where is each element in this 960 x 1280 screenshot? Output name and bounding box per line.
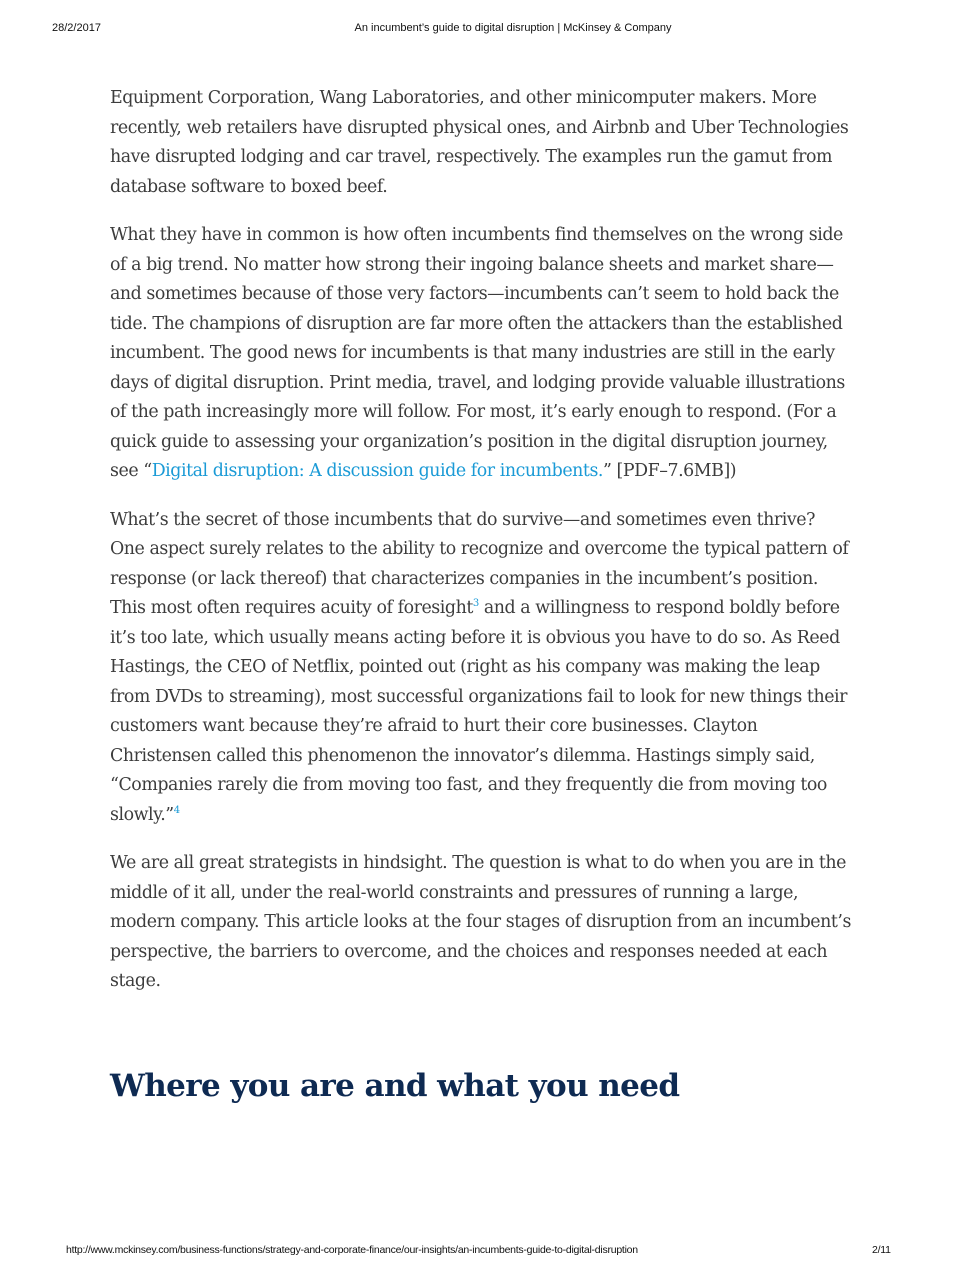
- footnote-3-link[interactable]: 3: [472, 598, 479, 610]
- discussion-guide-link[interactable]: Digital disruption: A discussion guide for incumbents.: [151, 461, 604, 481]
- paragraph-1: Equipment Corporation, Wang Laboratories, and other minicomputer makers. More recently, web retailers have disrupted physical ones, and Airbnb and Uber Technologies have disrupted lodging and car travel, respectively. The examples run the gamut from database software to boxed beef.: [110, 88, 849, 197]
- section-heading: Where you are and what you need: [110, 1068, 680, 1104]
- paragraph-2-text-end: ” [PDF–7.6MB]): [603, 461, 737, 481]
- print-page-title: An incumbent’s guide to digital disruption | McKinsey & Company: [354, 22, 672, 34]
- print-header: [0, 22, 960, 38]
- footnote-4-link[interactable]: 4: [173, 804, 180, 816]
- paragraph-3: [110, 506, 852, 831]
- print-footer: [0, 1244, 960, 1260]
- paragraph-2: [110, 221, 852, 487]
- page-url: http://www.mckinsey.com/business-functions/strategy-and-corporate-finance/our-insights/an-incumbents-guide-to-digital-disruption: [66, 1244, 638, 1256]
- paragraph-4: We are all great strategists in hindsight. The question is what to do when you are in the middle of it all, under the real-world constraints and pressures of running a large, modern company. This article looks at the four stages of disruption from an incumbent’s perspective, the barriers to overcome, and the choices and responses needed at each stage.: [110, 853, 851, 991]
- article-body: [110, 84, 852, 1016]
- print-date: 28/2/2017: [52, 22, 101, 34]
- page-number: 2/11: [872, 1244, 891, 1256]
- paragraph-3-text-middle: and a willingness to respond boldly before it’s too late, which usually means acting before it is obvious you have to do so. As Reed Hastings, the CEO of Netflix, pointed out (right as his company was making the leap from DVDs to streaming), most successful organizations fail to look for new things their customers want because they’re afraid to hurt their core businesses. Clayton Christensen called this phenomenon the innovator’s dilemma. Hastings simply said, “Companies rarely die from moving too fast, and they frequently die from moving too slowly.”: [110, 598, 848, 825]
- paragraph-3-text-start: What’s the secret of those incumbents that do survive—and sometimes even thrive? One aspect surely relates to the ability to recognize and overcome the typical pattern of response (or lack thereof) that characterizes companies in the incumbent’s position. This most often requires acuity of foresight: [110, 509, 849, 618]
- paragraph-2-text-start: What they have in common is how often incumbents find themselves on the wrong side of a big trend. No matter how strong their ingoing balance sheets and market share—and sometimes because of those very factors—incumbents can’t seem to hold back the tide. The champions of disruption are far more often the attackers than the established incumbent. The good news for incumbents is that many industries are still in the early days of digital disruption. Print media, travel, and lodging provide valuable illustrations of the path increasingly more will follow. For most, it’s early enough to respond. (For a quick guide to assessing your organization’s position in the digital disruption journey, see “: [110, 225, 845, 481]
